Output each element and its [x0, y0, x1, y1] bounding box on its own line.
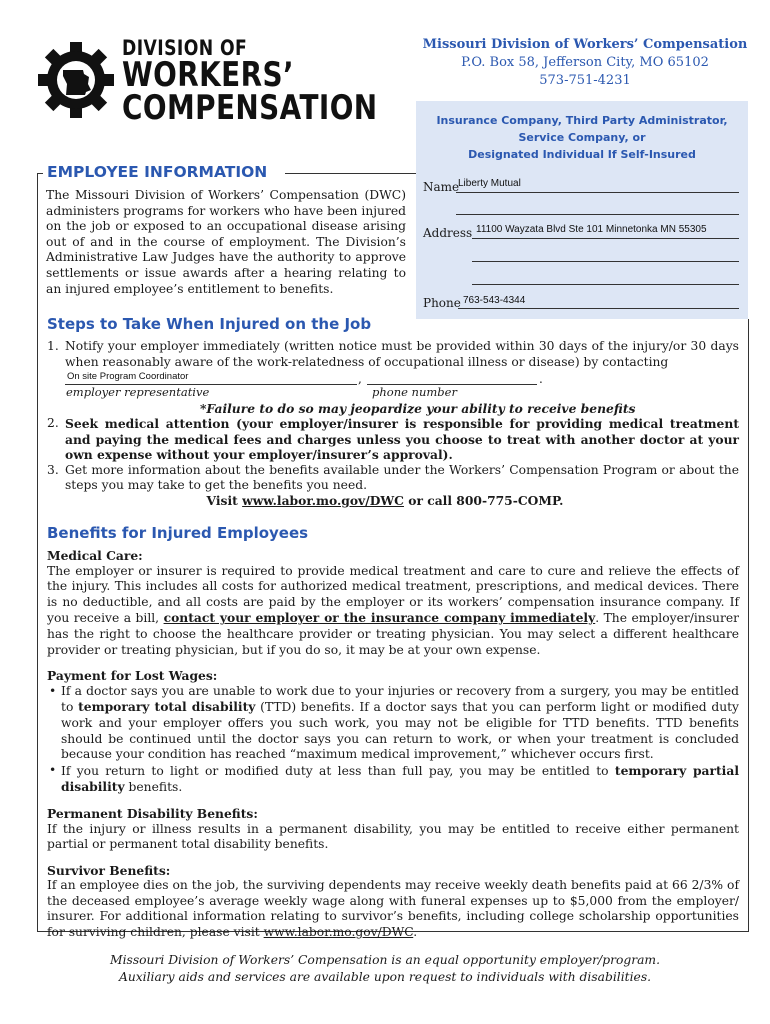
ttd-term: temporary total disability: [78, 699, 256, 715]
step-1-comma: ,: [358, 372, 362, 386]
bullet-icon: •: [49, 762, 57, 777]
visit-line: [0, 493, 770, 508]
step-2-text: Seek medical attention (your employer/insurer is responsible for providing medical treatment and paying the medical fees and charges unless you choose to treat with another doctor at your own expense without your employer/insurer’s approval).: [65, 416, 739, 463]
lost-b2-b: benefits.: [124, 780, 183, 795]
step-2: [47, 416, 739, 463]
insurer-heading-line3: Designated Individual If Self-Insured: [468, 148, 696, 161]
visit-prefix: Visit: [206, 493, 243, 508]
visit-suffix: or call 800-775-COMP.: [403, 493, 564, 508]
insurer-address-field[interactable]: 11100 Wayzata Blvd Ste 101 Minnetonka MN 55305: [476, 224, 707, 235]
steps-list: [47, 339, 739, 370]
footer: [0, 952, 770, 986]
frame-right: [748, 319, 749, 931]
lost-wages-heading: Payment for Lost Wages:: [47, 668, 218, 684]
address-line-2: [472, 261, 739, 262]
address-label: Address: [423, 226, 473, 240]
step-1-number: 1.: [47, 339, 59, 353]
dwc-logo: [36, 36, 378, 128]
name-label: Name: [423, 180, 460, 194]
address-line-3: [472, 284, 739, 285]
agency-phone: 573-751-4231: [539, 73, 631, 88]
insurer-heading-line2: Service Company, or: [518, 131, 646, 144]
gear-missouri-icon: [36, 40, 116, 120]
step-1: [47, 339, 739, 370]
name-line: [456, 192, 739, 193]
step-1-text: Notify your employer immediately (written notice must be provided within 30 days of the injury/or 30 days when reasonably aware of the work-relatedness of occupational illness or disease) by contacting: [65, 339, 739, 369]
lost-b2-a: If you return to light or modified duty at less than full pay, you may be entitled to: [61, 763, 615, 778]
insurer-box-heading: [416, 112, 748, 163]
permanent-disability-text: If the injury or illness results in a permanent disability, you may be entitled to receive either permanent partial or permanent total disability benefits.: [47, 821, 739, 852]
bullet-icon: •: [49, 683, 57, 698]
benefits-title: Benefits for Injured Employees: [47, 524, 309, 542]
surv-text-b: .: [413, 925, 418, 940]
employer-rep-caption: employer representative: [66, 385, 210, 399]
survivor-dwc-link[interactable]: www.labor.mo.gov/DWC: [263, 925, 414, 940]
benefits-body: [47, 548, 739, 941]
frame-top-left: [37, 173, 43, 174]
phone-line: [458, 308, 739, 309]
step-3-number: 3.: [47, 462, 59, 477]
step-1-period: .: [539, 372, 543, 386]
frame-left: [37, 173, 38, 931]
logo-line3: COMPENSATION: [122, 88, 378, 128]
steps-title: Steps to Take When Injured on the Job: [47, 315, 372, 333]
permanent-disability-heading: Permanent Disability Benefits:: [47, 805, 258, 821]
medical-text-b: . The employer/insurer has the right to choose the healthcare provider or treating physician. You may select a different healthcare provider or treating physician, but if you do so, it may be at your own expense.: [47, 611, 739, 657]
logo-line2: WORKERS’: [122, 55, 294, 95]
dwc-website-link[interactable]: www.labor.mo.gov/DWC: [242, 493, 404, 508]
name-line-2: [456, 214, 739, 215]
phone-number-caption: phone number: [372, 385, 457, 399]
insurer-heading-line1: Insurance Company, Third Party Administrator,: [436, 114, 728, 127]
insurer-phone-field[interactable]: 763-543-4344: [463, 295, 526, 306]
survivor-benefits-text: [47, 878, 739, 940]
steps-list-cont: [47, 416, 739, 494]
medical-care-text: [47, 564, 739, 659]
surv-text-a: If an employee dies on the job, the surviving dependents may receive weekly death benefits paid at 66 2/3% of the deceased employee’s average weekly wage along with funeral expenses up to $5,000 from the employer/ insurer. For additional information relating to survivor’s benefits, including college scholarship opportunities for surviving children, please visit: [47, 878, 739, 940]
lost-b1-a: If a doctor says you are unable to work due to your injuries or recovery from a surgery, you may be entitled to: [61, 683, 739, 715]
employee-info-intro: The Missouri Division of Workers’ Compensation (DWC) administers programs for workers who have been injured on the job or exposed to an occupational disease arising out of and in the course of employment. The Division’s Administrative Law Judges have the authority to approve settlements or issue awards after a hearing relating to an injured employee’s entitlement to benefits.: [46, 188, 406, 296]
insurer-name-field[interactable]: Liberty Mutual: [458, 178, 521, 189]
agency-name: Missouri Division of Workers’ Compensation: [422, 37, 748, 52]
step-3-text: Get more information about the benefits available under the Workers’ Compensation Program or about the steps you may take to get the benefits you need.: [65, 462, 739, 493]
address-line: [472, 238, 739, 239]
step-3: [47, 463, 739, 494]
footer-line2: Auxiliary aids and services are available upon request to individuals with disabilities.: [118, 970, 652, 984]
employee-info-title: EMPLOYEE INFORMATION: [47, 163, 268, 181]
failure-note: *Failure to do so may jeopardize your ability to receive benefits: [200, 401, 636, 416]
employer-representative-field[interactable]: On site Program Coordinator: [67, 371, 189, 382]
lost-b1-b: (TTD) benefits. If a doctor says that you can perform light or modified duty work and your employer offers you such work, you may not be eligible for TTD benefits. TTD benefits should be continued until the doctor says you can return to work, or when your treatment is concluded because your condition has reached “maximum medical improvement,” whichever occurs first.: [61, 700, 740, 762]
medical-text-a: The employer or insurer is required to provide medical treatment and care to cure and relieve the effects of the injury. This includes all costs for authorized medical treatment, prescriptions, and medical devices. There is no deductible, and all costs are paid by the employer or its workers’ compensation insurance company. If you receive a bill,: [47, 563, 739, 626]
tpd-term: temporary partial disability: [61, 762, 739, 795]
survivor-benefits-heading: Survivor Benefits:: [47, 862, 171, 878]
phone-label: Phone: [423, 296, 461, 310]
lost-wages-bullet-2: [47, 763, 739, 796]
medical-care-heading: Medical Care:: [47, 548, 143, 563]
logo-line1: DIVISION OF: [122, 36, 248, 60]
lost-wages-bullet-1: [47, 684, 739, 763]
step-2-number: 2.: [47, 416, 59, 430]
footer-line1: Missouri Division of Workers’ Compensation is an equal opportunity employer/program.: [110, 953, 660, 967]
agency-po-box: P.O. Box 58, Jefferson City, MO 65102: [461, 55, 709, 70]
agency-address: [415, 36, 755, 90]
contact-employer-emphasis: contact your employer or the insurance company immediately: [163, 610, 596, 626]
frame-top-right: [285, 173, 416, 174]
